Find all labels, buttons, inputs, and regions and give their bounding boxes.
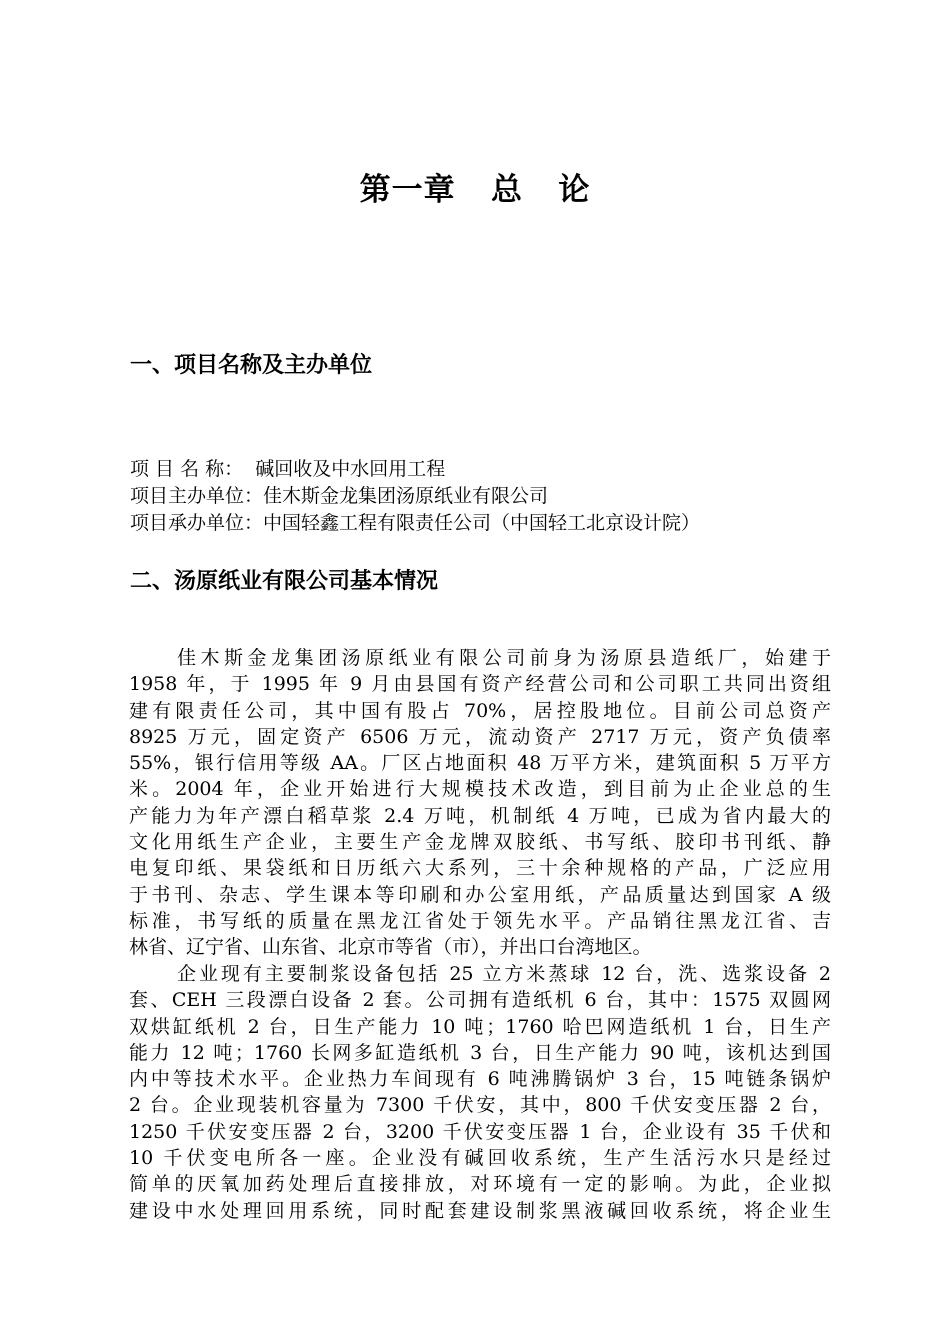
paragraph-line: 双烘缸纸机 2 台，日生产能力 10 吨；1760 哈巴网造纸机 1 台，日生产 [129, 1015, 831, 1038]
project-name-line: 项 目 名 称： 碱回收及中水回用工程 [130, 458, 446, 480]
paragraph-line: 于书刊、杂志、学生课本等印刷和办公室用纸，产品质量达到国家 A 级 [129, 883, 831, 906]
paragraph-line: 8925 万元，固定资产 6506 万元，流动资产 2717 万元，资产负债率 [129, 725, 831, 748]
paragraph-line: 能力 12 吨；1760 长网多缸造纸机 3 台，日生产能力 90 吨，该机达到国 [129, 1041, 831, 1064]
paragraph-line: 套、CEH 三段漂白设备 2 套。公司拥有造纸机 6 台，其中：1575 双圆网 [129, 989, 831, 1012]
paragraph-line: 企业现有主要制浆设备包括 25 立方米蒸球 12 台，洗、选浆设备 2 [177, 963, 831, 985]
paragraph-line: 55%，银行信用等级 AA。厂区占地面积 48 万平方米，建筑面积 5 万平方 [129, 752, 831, 775]
paragraph-line: 电复印纸、果袋纸和日历纸六大系列，三十余种规格的产品，广泛应用 [129, 857, 831, 880]
company-overview-paragraph-2 [129, 961, 831, 1224]
paragraph-line: 林省、辽宁省、山东省、北京市等省（市），并出口台湾地区。 [129, 936, 652, 959]
project-sponsor-line: 项目主办单位：佳木斯金龙集团汤原纸业有限公司 [130, 485, 549, 507]
paragraph-line: 1250 千伏安变压器 2 台，3200 千伏安变压器 1 台，企业设有 35 千伏和 [129, 1120, 831, 1143]
section-heading-project-name: 一、项目名称及主办单位 [130, 353, 373, 378]
paragraph-line: 标准，书写纸的质量在黑龙江省处于领先水平。产品销往黑龙江省、吉 [129, 909, 831, 932]
paragraph-line: 2 台。企业现装机容量为 7300 千伏安，其中，800 千伏安变压器 2 台， [129, 1094, 831, 1117]
paragraph-line: 建设中水处理回用系统，同时配套建设制浆黑液碱回收系统，将企业生 [129, 1199, 831, 1222]
paragraph-line: 建有限责任公司，其中国有股占 70%，居控股地位。目前公司总资产 [129, 699, 831, 722]
paragraph-line: 10 千伏变电所各一座。企业没有碱回收系统，生产生活污水只是经过 [129, 1147, 831, 1170]
company-overview-paragraph-1 [129, 645, 831, 961]
paragraph-line: 米。2004 年，企业开始进行大规模技术改造，到目前为止企业总的生 [129, 778, 831, 801]
paragraph-line: 内中等技术水平。企业热力车间现有 6 吨沸腾锅炉 3 台，15 吨链条锅炉 [129, 1068, 831, 1091]
paragraph-line: 简单的厌氧加药处理后直接排放，对环境有一定的影响。为此，企业拟 [129, 1173, 831, 1196]
paragraph-line: 产能力为年产漂白稻草浆 2.4 万吨，机制纸 4 万吨，已成为省内最大的 [129, 804, 831, 827]
paragraph-line: 文化用纸生产企业，主要生产金龙牌双胶纸、书写纸、胶印书刊纸、静 [129, 831, 831, 854]
paragraph-line: 1958 年，于 1995 年 9 月由县国有资产经营公司和公司职工共同出资组 [129, 673, 831, 696]
section-heading-company-overview: 二、汤原纸业有限公司基本情况 [130, 569, 439, 594]
paragraph-line: 佳木斯金龙集团汤原纸业有限公司前身为汤原县造纸厂，始建于 [177, 647, 831, 669]
project-contractor-line: 项目承办单位：中国轻鑫工程有限责任公司（中国轻工北京设计院） [130, 512, 701, 534]
chapter-title: 第一章 总 论 [359, 172, 591, 208]
project-info-block [130, 456, 830, 537]
